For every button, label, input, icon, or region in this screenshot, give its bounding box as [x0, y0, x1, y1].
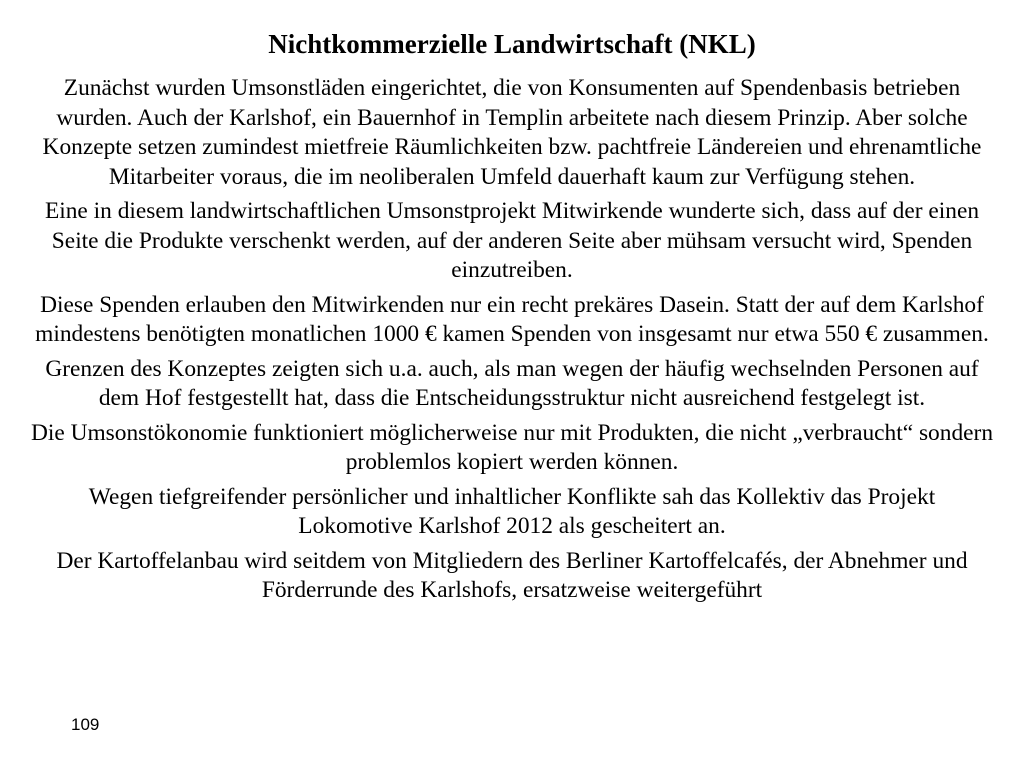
paragraph-mitwirkende: Eine in diesem landwirtschaftlichen Umsonstprojekt Mitwirkende wunderte sich, dass auf der einen Seite die Produkte verschenkt werden, auf der anderen Seite aber mühsam versucht wird, Spenden einzutreiben. — [44, 198, 980, 283]
page-number: 109 — [71, 715, 100, 734]
paragraph-umsonstlaeden: Zunächst wurden Umsonstläden eingerichtet, die von Konsumenten auf Spendenbasis betrieben wurden. Auch der Karlshof, ein Bauernhof in Templin arbeitete nach diesem Prinzip. Aber solche Konzepte setzen zumindest mietfreie Räumlichkeiten bzw. pachtfreie Ländereien und ehrenamtliche Mitarbeiter voraus, die im neoliberalen Umfeld dauerhaft kaum zur Verfügung stehen. — [42, 75, 982, 190]
paragraph-kartoffelanbau: Der Kartoffelanbau wird seitdem von Mitgliedern des Berliner Kartoffelcafés, der Abnehmer und Förderrunde des Karlshofs, ersatzweise weitergeführt — [56, 547, 968, 603]
slide-body — [30, 74, 994, 611]
paragraph-spenden: Diese Spenden erlauben den Mitwirkenden nur ein recht prekäres Dasein. Statt der auf dem Karlshof mindestens benötigten monatlichen 1000 € kamen Spenden von insgesamt nur etwa 550 € zusammen. — [35, 291, 989, 347]
paragraph-grenzen: Grenzen des Konzeptes zeigten sich u.a. auch, als man wegen der häufig wechselnden Personen auf dem Hof festgestellt hat, dass die Entscheidungsstruktur nicht ausreichend festgelegt ist. — [45, 355, 979, 411]
paragraph-umsonstoekonomie: Die Umsonstökonomie funktioniert möglicherweise nur mit Produkten, die nicht „verbraucht“ sondern problemlos kopiert werden können. — [30, 419, 994, 475]
paragraph-konflikte: Wegen tiefgreifender persönlicher und inhaltlicher Konflikte sah das Kollektiv das Projekt Lokomotive Karlshof 2012 als gescheitert an. — [88, 483, 936, 539]
slide-title: Nichtkommerzielle Landwirtschaft (NKL) — [268, 29, 756, 59]
